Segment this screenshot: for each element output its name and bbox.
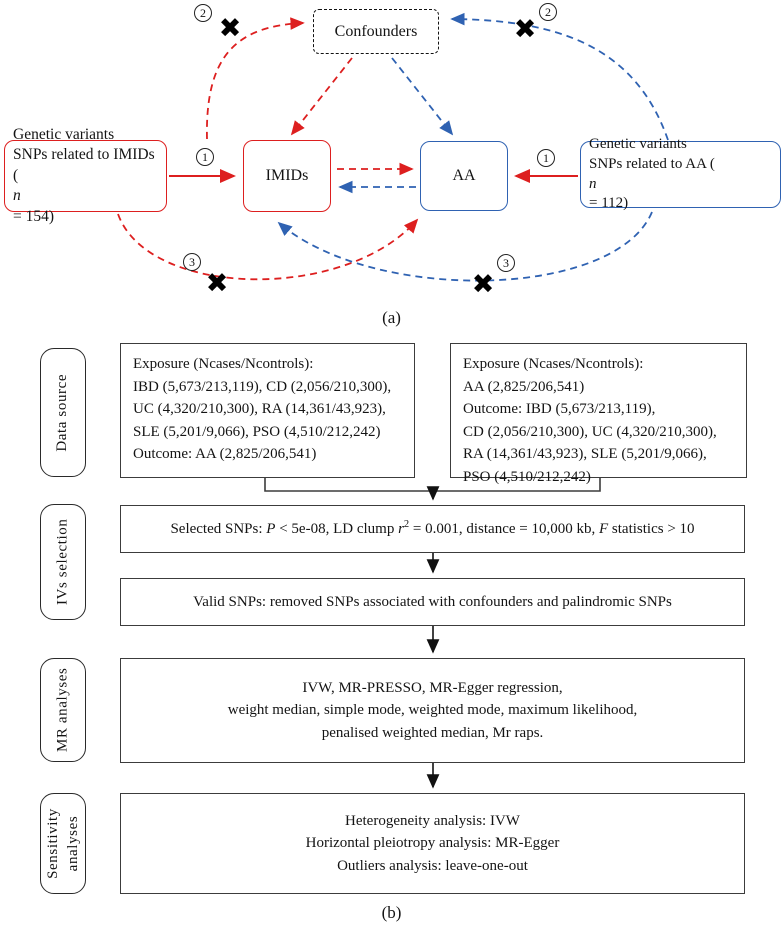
stage-label-mr-analyses-text: MR analyses	[54, 667, 71, 753]
stage-label-ivs-selection	[40, 504, 86, 620]
panel-b-label: (b)	[381, 903, 402, 922]
node-aa: AA	[420, 141, 508, 211]
panel-a-label: (a)	[382, 308, 401, 327]
box-selected-snps	[120, 505, 745, 553]
box-exposure-aa-outcome-imids: Exposure (Ncases/Ncontrols): AA (2,825/206,541) Outcome: IBD (5,673/213,119), CD (2,056/210,300), UC (4,320/210,300), RA (14,361/43,923), SLE (5,201/9,066), PSO (4,510/212,242)	[450, 343, 747, 478]
arrow-confounders-to-imids	[292, 58, 352, 134]
stage-label-sensitivity-analyses	[40, 793, 86, 894]
box-mr-analyses-text: IVW, MR-PRESSO, MR-Egger regression, weight median, simple mode, weighted mode, maximum likelihood, penalised weighted median, Mr raps.	[227, 679, 638, 741]
node-genetic-variants-imids: Genetic variants SNPs related to IMIDs ( n = 154)	[4, 140, 167, 212]
stage-label-mr-analyses	[40, 658, 86, 762]
blocked-cross-top-right-icon: ✖	[513, 14, 537, 45]
node-genetic-variants-aa: Genetic variants SNPs related to AA ( n = 112)	[580, 141, 781, 208]
blocked-cross-top-left-icon: ✖	[218, 13, 242, 44]
stage-label-data-source	[40, 348, 86, 477]
box-mr-analyses	[120, 658, 745, 763]
stage-label-data-source-text: Data source	[54, 373, 71, 452]
box-exposure-imids-outcome-aa: Exposure (Ncases/Ncontrols): IBD (5,673/213,119), CD (2,056/210,300), UC (4,320/210,300), RA (14,361/43,923), SLE (5,201/9,066), PSO (4,510/212,242) Outcome: AA (2,825/206,541)	[120, 343, 415, 478]
step-2-left-badge: 2	[194, 4, 212, 22]
step-3-right-badge: 3	[497, 254, 515, 272]
node-imids: IMIDs	[243, 140, 331, 212]
step-1-right-badge: 1	[537, 149, 555, 167]
step-2-right-badge: 2	[539, 3, 557, 21]
blocked-cross-bottom-left-icon: ✖	[205, 268, 229, 299]
arrow-confounders-to-aa	[392, 58, 452, 134]
curve-right-snps-to-confounders	[452, 19, 668, 140]
box-valid-snps	[120, 578, 745, 626]
curve-left-snps-to-aa	[118, 214, 417, 279]
stage-label-sensitivity-analyses-text: Sensitivity analyses	[44, 808, 80, 879]
box-sensitivity-analyses	[120, 793, 745, 894]
node-confounders: Confounders	[313, 9, 439, 54]
stage-label-ivs-selection-text: IVs selection	[54, 518, 71, 606]
box-selected-snps-text: Selected SNPs: P < 5e-08, LD clump $r^2 = 0.001$, distance = 10,000 kb, F statistics > 10	[170, 519, 695, 538]
step-1-left-badge: 1	[196, 148, 214, 166]
box-valid-snps-text: Valid SNPs: removed SNPs associated with confounders and palindromic SNPs	[193, 593, 672, 610]
box-sensitivity-analyses-text: Heterogeneity analysis: IVW Horizontal pleiotropy analysis: MR-Egger Outliers analysis: leave-one-out	[305, 812, 560, 874]
curve-right-snps-to-imids	[279, 212, 652, 281]
step-3-left-badge: 3	[183, 253, 201, 271]
blocked-cross-bottom-right-icon: ✖	[471, 269, 495, 300]
